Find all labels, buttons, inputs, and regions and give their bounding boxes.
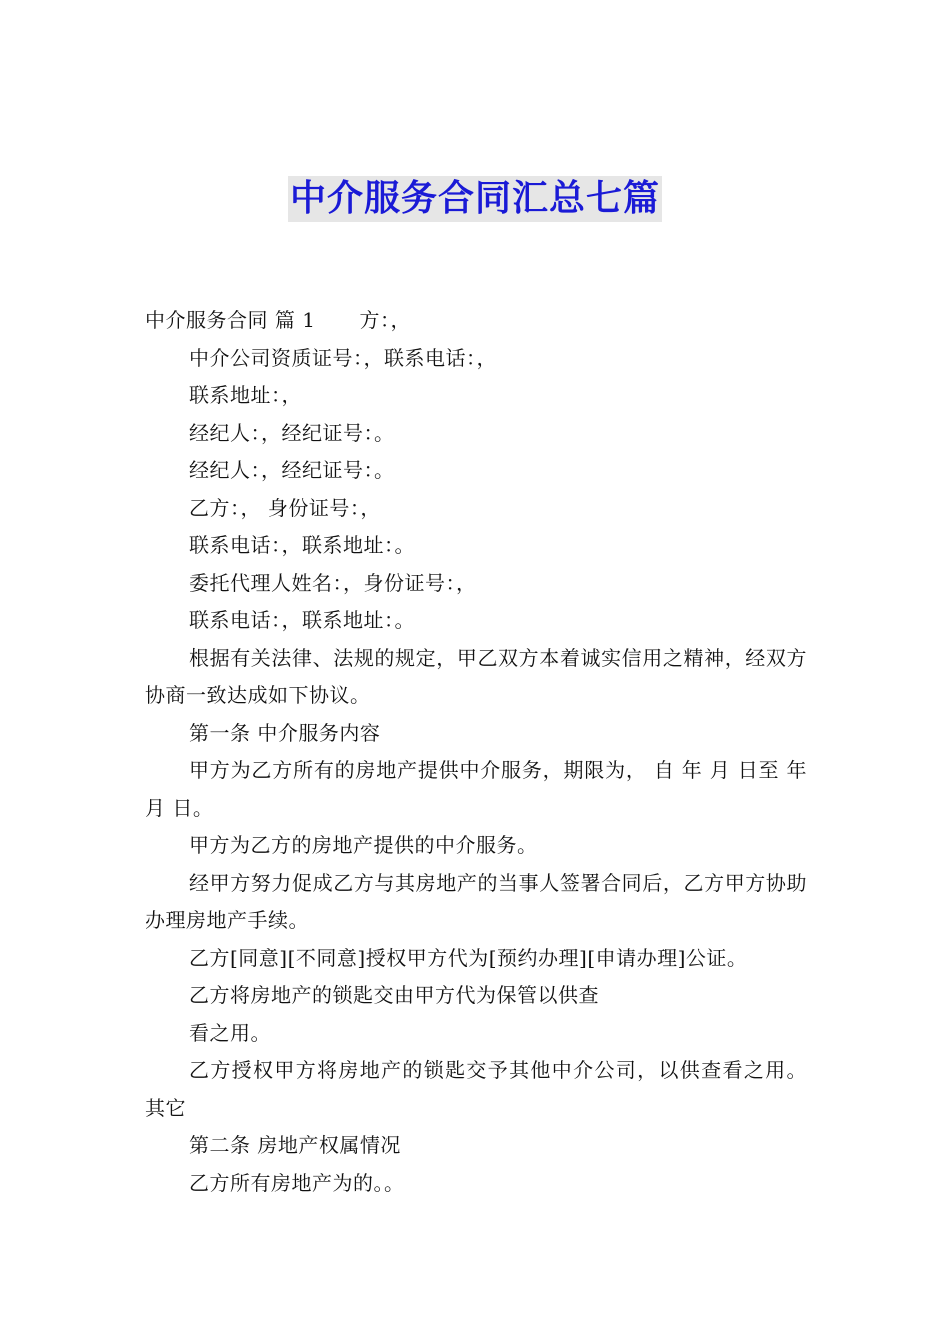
paragraph: 根据有关法律、法规的规定，甲乙双方本着诚实信用之精神，经双方协商一致达成如下协议。 [145, 645, 807, 707]
paragraph: 乙方：， 身份证号：， [189, 495, 381, 520]
section-heading: 第一条 中介服务内容 [189, 720, 381, 745]
paragraph: 联系地址：， [189, 383, 302, 407]
section-heading: 第二条 房地产权属情况 [189, 1133, 401, 1157]
paragraph: 联系电话：，联系地址：。 [189, 533, 415, 557]
paragraph-heading-line [145, 302, 807, 340]
title-container [0, 176, 950, 222]
paragraph-suffix: 方：， [359, 308, 411, 332]
paragraph: 中介公司资质证号：，联系电话：， [189, 345, 497, 370]
document-body [145, 302, 807, 1202]
paragraph: 看之用。 [189, 1020, 271, 1045]
paragraph: 乙方[同意][不同意]授权甲方代为[预约办理][申请办理]公证。 [189, 945, 748, 970]
paragraph: 联系电话：，联系地址：。 [189, 608, 415, 632]
paragraph: 甲方为乙方所有的房地产提供中介服务，期限为， 自 年 月 日至 年 月 日。 [145, 758, 807, 820]
paragraph: 甲方为乙方的房地产提供的中介服务。 [189, 833, 538, 857]
paragraph: 经纪人：，经纪证号：。 [189, 458, 395, 482]
paragraph: 经纪人：，经纪证号：。 [189, 420, 395, 445]
paragraph-text: 中介服务合同 篇 1 [145, 308, 316, 332]
paragraph: 乙方所有房地产为的。。 [189, 1170, 405, 1195]
paragraph: 乙方将房地产的锁匙交由甲方代为保管以供查 [189, 983, 599, 1007]
paragraph: 乙方授权甲方将房地产的锁匙交予其他中介公司，以供查看之用。 其它 [145, 1058, 807, 1120]
paragraph: 经甲方努力促成乙方与其房地产的当事人签署合同后，乙方甲方协助办理房地产手续。 [145, 870, 807, 932]
document-title: 中介服务合同汇总七篇 [288, 176, 662, 222]
paragraph: 委托代理人姓名：，身份证号：， [189, 570, 477, 595]
